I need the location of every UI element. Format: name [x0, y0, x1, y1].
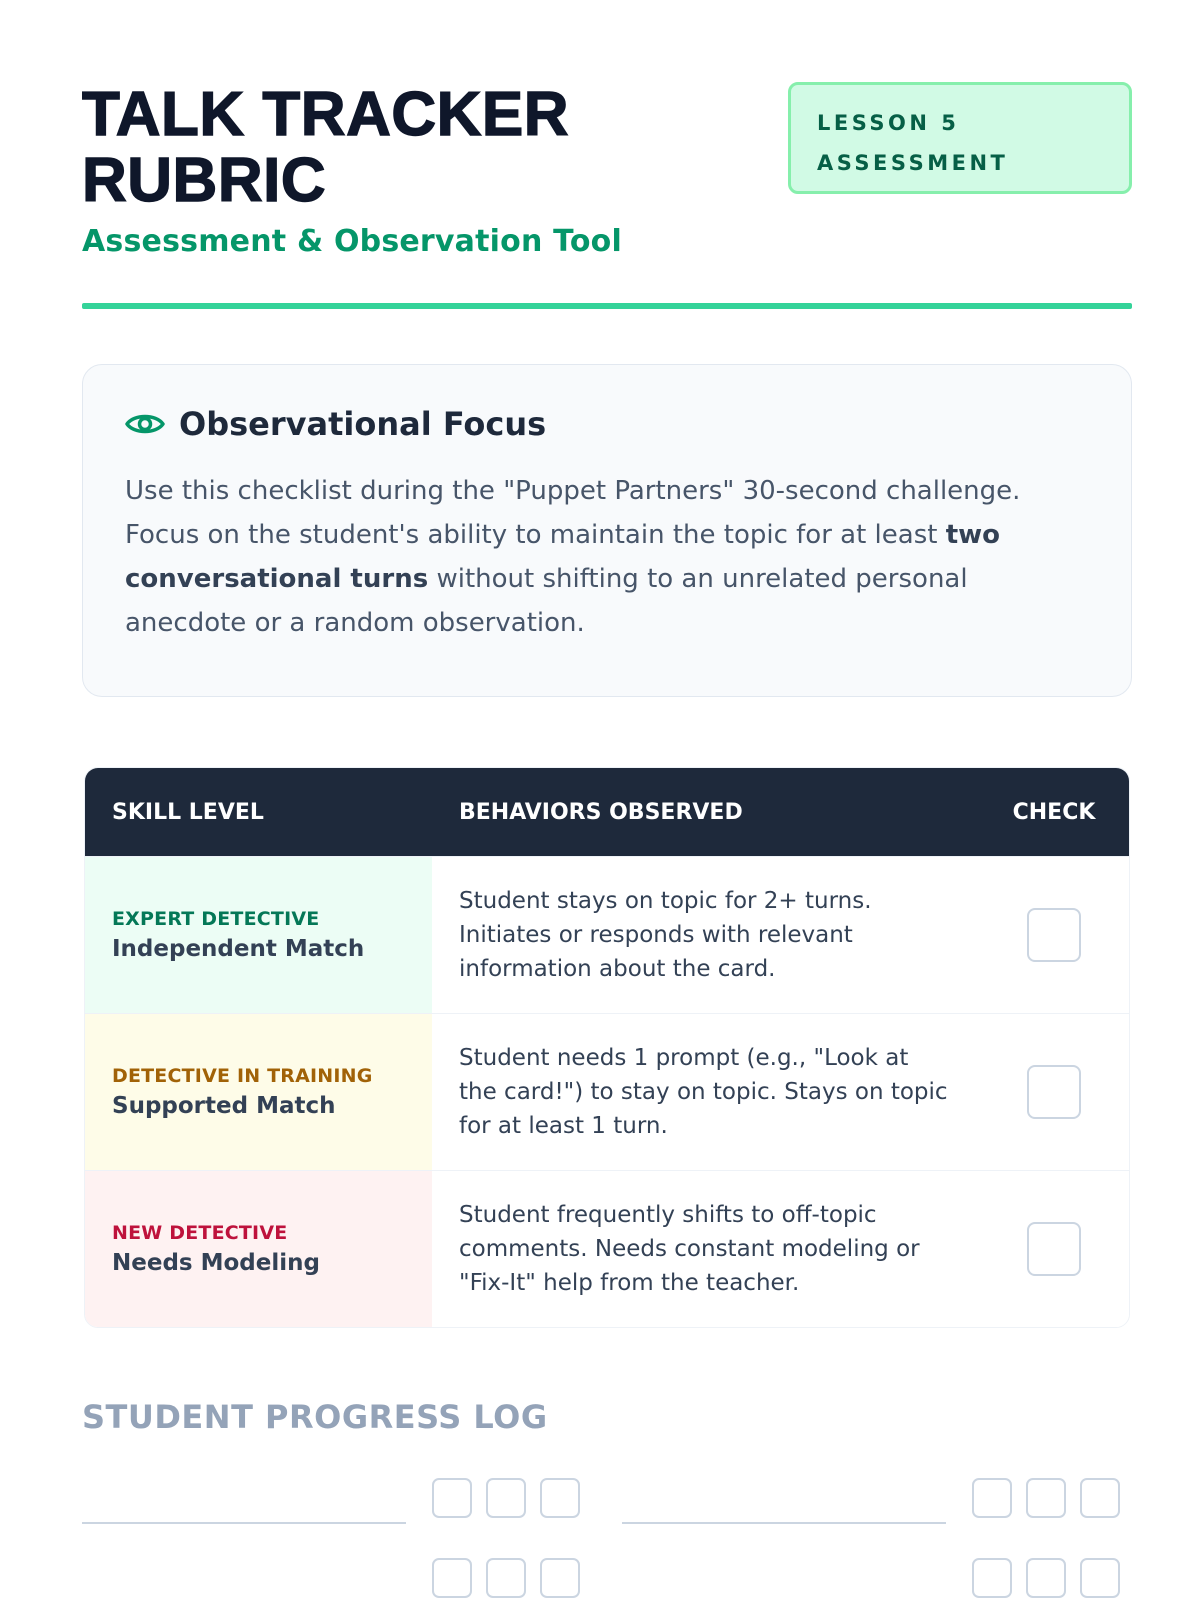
rubric-row-new — [85, 1170, 1129, 1327]
focus-text-emphasis: two conversational turns — [125, 520, 1001, 594]
progress-check-box[interactable] — [972, 1478, 1012, 1518]
skill-level-cell — [85, 1014, 432, 1170]
lesson-badge-line1: LESSON 5 — [817, 111, 960, 135]
progress-check-box[interactable] — [972, 1558, 1012, 1598]
skill-level-cell — [85, 857, 432, 1013]
check-cell — [979, 1014, 1129, 1170]
observational-focus-card — [82, 364, 1132, 697]
rubric-row-training — [85, 1013, 1129, 1170]
column-header-check: CHECK — [1012, 799, 1096, 825]
behavior-description: Student needs 1 prompt (e.g., "Look at the card!") to stay on topic. Stays on topic for at least 1 turn. — [432, 1014, 979, 1170]
focus-text-part1: Use this checklist during the "Puppet Partners" 30-second challenge. Focus on the student's ability to maintain the topic for at least — [125, 476, 1021, 550]
behavior-description: Student frequently shifts to off-topic comments. Needs constant modeling or "Fix-It" help from the teacher. — [432, 1171, 979, 1327]
focus-heading — [125, 405, 1089, 443]
rubric-table — [84, 767, 1130, 1328]
rubric-header-row — [85, 768, 1129, 856]
check-cell — [979, 857, 1129, 1013]
column-header-skill-level: SKILL LEVEL — [112, 799, 264, 825]
column-header-behaviors: BEHAVIORS OBSERVED — [459, 799, 743, 825]
skill-level-cell — [85, 1171, 432, 1327]
page-subtitle: Assessment & Observation Tool — [82, 224, 622, 259]
check-box-training[interactable] — [1027, 1065, 1081, 1119]
skill-level-tag: NEW DETECTIVE — [112, 1222, 288, 1244]
focus-title: Observational Focus — [179, 405, 547, 443]
progress-check-box[interactable] — [540, 1558, 580, 1598]
skill-level-name: Supported Match — [112, 1093, 336, 1119]
focus-description — [125, 469, 1089, 645]
progress-check-box[interactable] — [1026, 1478, 1066, 1518]
progress-check-box[interactable] — [1026, 1558, 1066, 1598]
progress-check-box[interactable] — [1080, 1558, 1120, 1598]
progress-check-box[interactable] — [486, 1478, 526, 1518]
page-title: TALK TRACKER RUBRIC — [82, 80, 570, 215]
skill-level-tag: EXPERT DETECTIVE — [112, 908, 320, 930]
progress-check-box[interactable] — [540, 1478, 580, 1518]
lesson-badge — [788, 82, 1132, 194]
progress-check-box[interactable] — [432, 1478, 472, 1518]
progress-check-box[interactable] — [1080, 1478, 1120, 1518]
student-name-line[interactable] — [622, 1522, 946, 1524]
skill-level-name: Independent Match — [112, 936, 365, 962]
header-divider — [82, 303, 1132, 309]
skill-level-name: Needs Modeling — [112, 1250, 320, 1276]
check-box-new[interactable] — [1027, 1222, 1081, 1276]
progress-check-box[interactable] — [486, 1558, 526, 1598]
lesson-badge-line2: ASSESSMENT — [817, 151, 1009, 175]
rubric-row-expert — [85, 856, 1129, 1013]
page-header — [82, 82, 1132, 259]
progress-check-box[interactable] — [432, 1558, 472, 1598]
student-name-line[interactable] — [82, 1522, 406, 1524]
check-box-expert[interactable] — [1027, 908, 1081, 962]
eye-icon — [125, 410, 165, 438]
progress-log-title: STUDENT PROGRESS LOG — [82, 1398, 548, 1436]
skill-level-tag: DETECTIVE IN TRAINING — [112, 1065, 373, 1087]
check-cell — [979, 1171, 1129, 1327]
focus-text-part2: without shifting to an unrelated personal anecdote or a random observation. — [125, 564, 968, 638]
behavior-description: Student stays on topic for 2+ turns. Initiates or responds with relevant information about the card. — [432, 857, 979, 1013]
